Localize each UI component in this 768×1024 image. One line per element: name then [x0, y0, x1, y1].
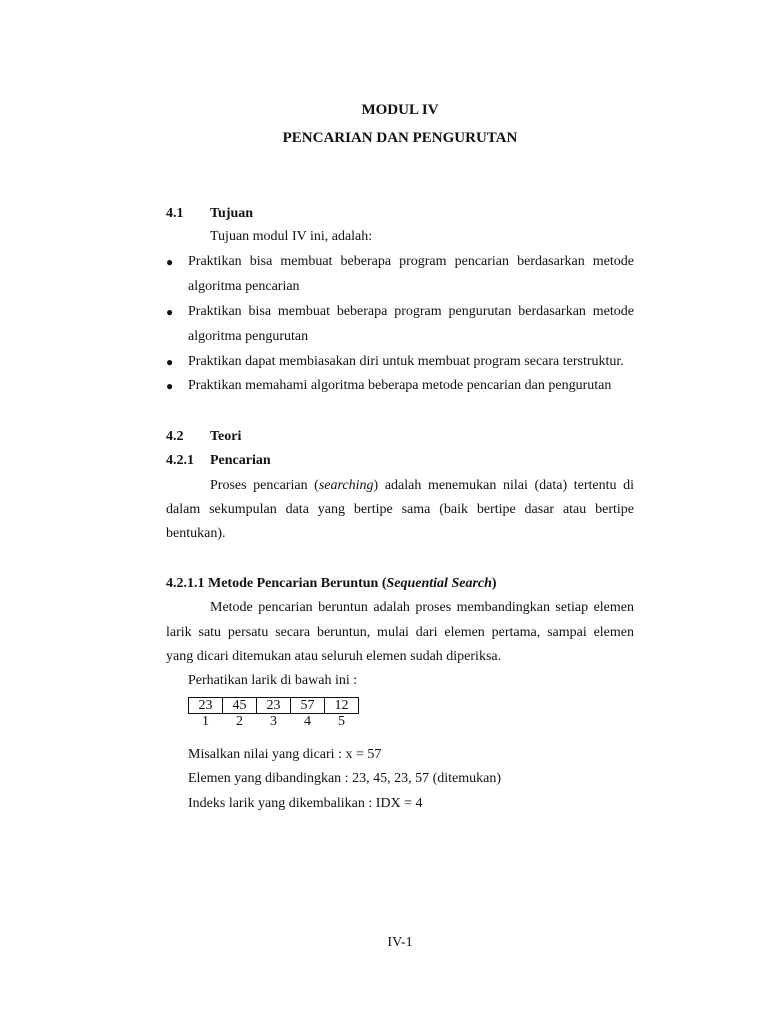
bullet-4-line1: Praktikan memahami algoritma beberapa metode pencarian dan pengurutan [188, 378, 612, 393]
section-421-paragraph-line1: Proses pencarian (searching) adalah menemukan nilai (data) tertentu di [210, 478, 634, 493]
module-subtitle: PENCARIAN DAN PENGURUTAN [282, 130, 518, 146]
array-index: 5 [338, 714, 345, 729]
array-index: 4 [304, 714, 311, 729]
array-value: 23 [189, 698, 223, 714]
section-421-paragraph-line3: bentukan). [166, 526, 226, 541]
bullet-icon: ● [166, 255, 174, 269]
section-421-paragraph-line2: dalam sekumpulan data yang bertipe sama (baik bertipe dasar atau bertipe [166, 502, 634, 517]
section-41-intro: Tujuan modul IV ini, adalah: [210, 229, 373, 244]
array-value: 23 [257, 698, 291, 714]
section-421-number: 4.2.1 [166, 453, 194, 468]
bullet-2-line1: Praktikan bisa membuat beberapa program pengurutan berdasarkan metode [188, 304, 634, 319]
example-line-3: Indeks larik yang dikembalikan : IDX = 4 [188, 796, 423, 811]
section-42-number: 4.2 [166, 429, 184, 444]
bullet-icon: ● [166, 305, 174, 319]
example-line-1: Misalkan nilai yang dicari : x = 57 [188, 747, 382, 762]
example-line-2: Elemen yang dibandingkan : 23, 45, 23, 57 (ditemukan) [188, 771, 501, 786]
array-index: 2 [236, 714, 243, 729]
bullet-icon: ● [166, 355, 174, 369]
array-indices-row [189, 714, 359, 730]
section-41-title: Tujuan [210, 206, 254, 221]
section-421-title: Pencarian [210, 453, 271, 468]
array-intro: Perhatikan larik di bawah ini : [188, 673, 358, 688]
section-4211-heading: 4.2.1.1 Metode Pencarian Beruntun (Sequential Search) [166, 576, 497, 591]
bullet-1-line2: algoritma pencarian [188, 279, 300, 294]
section-41-number: 4.1 [166, 206, 184, 221]
array-table [188, 697, 359, 729]
searching-term: searching [318, 478, 374, 493]
array-value: 12 [325, 698, 359, 714]
bullet-3-line1: Praktikan dapat membiasakan diri untuk membuat program secara terstruktur. [188, 354, 624, 369]
array-values-row [189, 698, 359, 714]
bullet-1-line1: Praktikan bisa membuat beberapa program pencarian berdasarkan metode [188, 254, 634, 269]
bullet-2-line2: algoritma pengurutan [188, 329, 309, 344]
bullet-icon: ● [166, 379, 174, 393]
module-title: MODUL IV [361, 102, 439, 118]
array-index: 1 [202, 714, 209, 729]
array-value: 57 [291, 698, 325, 714]
section-4211-paragraph-line3: yang dicari ditemukan atau seluruh elemen sudah diperiksa. [166, 649, 502, 664]
page-number: IV-1 [387, 935, 413, 950]
section-4211-paragraph-line1: Metode pencarian beruntun adalah proses membandingkan setiap elemen [210, 600, 634, 615]
section-4211-paragraph-line2: larik satu persatu secara beruntun, mulai dari elemen pertama, sampai elemen [166, 625, 634, 640]
array-index: 3 [270, 714, 277, 729]
section-42-title: Teori [210, 429, 242, 444]
array-value: 45 [223, 698, 257, 714]
